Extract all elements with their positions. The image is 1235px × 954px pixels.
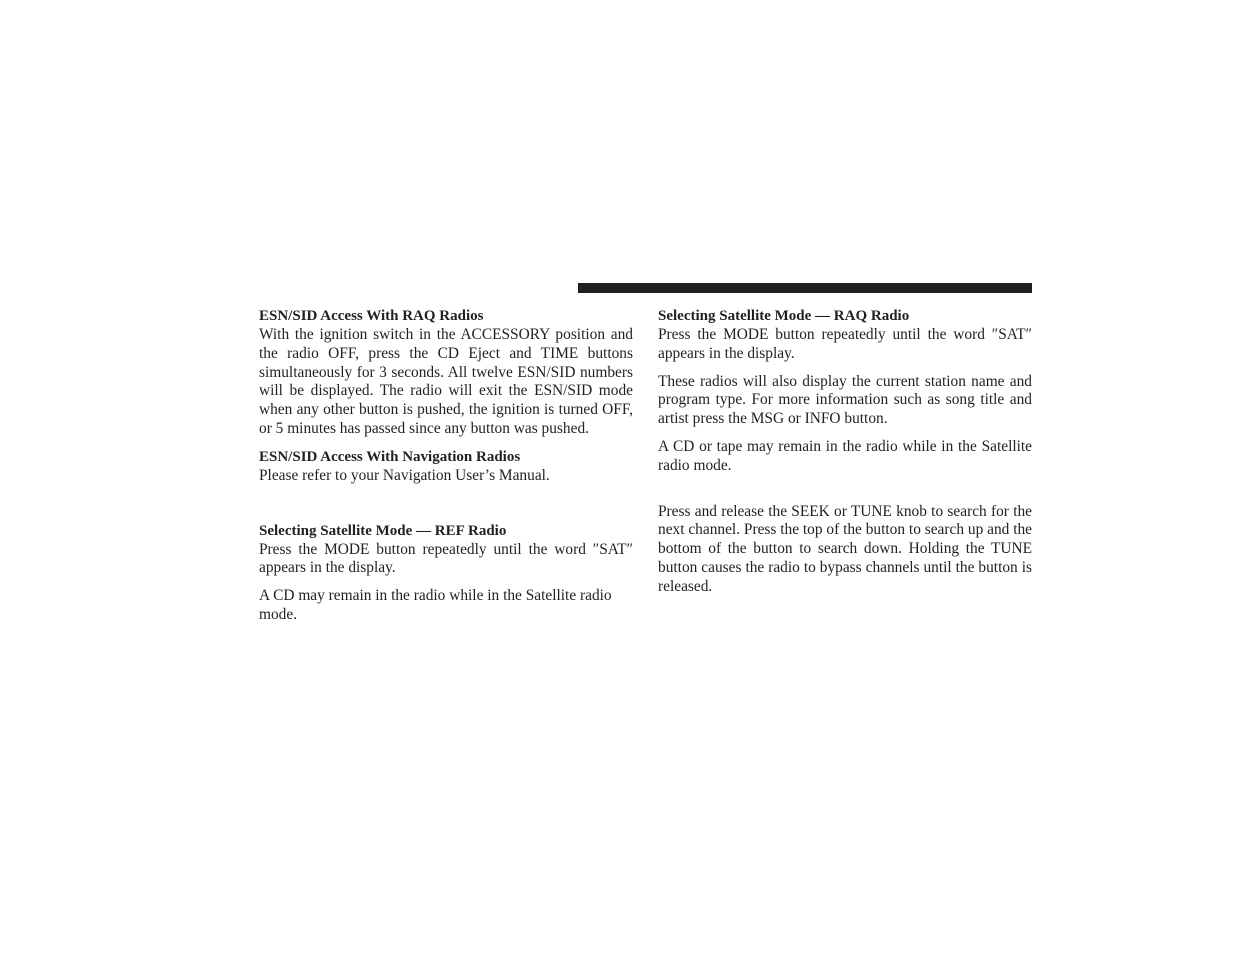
section-heading: Selecting Satellite Mode — REF Radio xyxy=(259,522,507,539)
section-body: A CD may remain in the radio while in the Satellite radio mode. xyxy=(259,587,612,623)
left-column xyxy=(259,307,633,634)
section-body: Please refer to your Navigation User’s Manual. xyxy=(259,466,550,484)
section-body: Press and release the SEEK or TUNE knob to search for the next channel. Press the top of the button to search up and the bottom of the button to search down. Holding the TUNE button causes the radio to bypass channels until the button is released. xyxy=(658,502,1032,595)
right-column xyxy=(658,307,1032,606)
section-satellite-ref xyxy=(259,522,633,625)
section-satellite-raq xyxy=(658,307,1032,476)
section-body: Press the MODE button repeatedly until the word ″SAT″ appears in the display. xyxy=(259,540,633,577)
section-heading: ESN/SID Access With RAQ Radios xyxy=(259,308,484,324)
section-body: A CD or tape may remain in the radio while in the Satellite radio mode. xyxy=(658,437,1032,474)
section-esn-sid-raq xyxy=(259,307,633,439)
section-body: With the ignition switch in the ACCESSORY position and the radio OFF, press the CD Eject and TIME buttons simultaneously for 3 seconds. All twelve ESN/SID numbers will be displayed. The radio will exit the ESN/SID mode when any other button is pushed, the ignition is turned OFF, or 5 minutes has passed since any button was pushed. xyxy=(259,326,633,437)
section-body: Press the MODE button repeatedly until the word ″SAT″ appears in the display. xyxy=(658,326,1032,362)
spacer xyxy=(658,485,1032,503)
section-heading: ESN/SID Access With Navigation Radios xyxy=(259,448,521,465)
header-rule xyxy=(578,283,1032,293)
section-body: These radios will also display the current station name and program type. For more information such as song title and artist press the MSG or INFO button. xyxy=(658,372,1032,428)
section-seek-tune xyxy=(658,503,1032,597)
spacer xyxy=(259,495,633,522)
section-esn-sid-navigation xyxy=(259,448,633,486)
section-heading: Selecting Satellite Mode — RAQ Radio xyxy=(658,308,910,324)
